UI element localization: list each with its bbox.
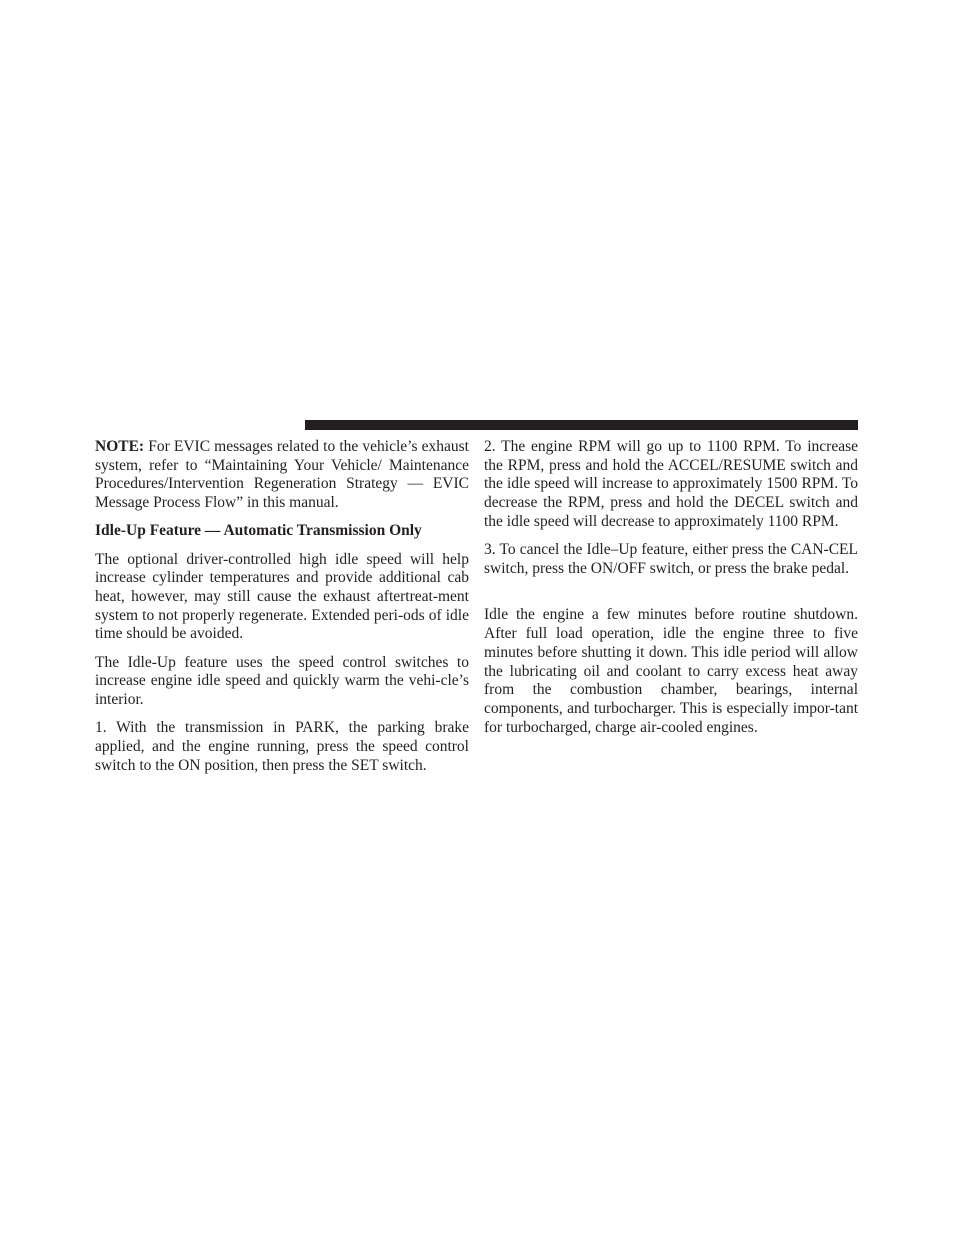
note-text: For EVIC messages related to the vehicle’s exhaust system, refer to “Maintaining Your Vehicle/ Maintenance Procedures/Intervention Regeneration Strategy — EVIC Message Process Flow” in this manual. bbox=[95, 438, 469, 512]
note-paragraph bbox=[95, 438, 469, 513]
note-label: NOTE: bbox=[95, 438, 145, 455]
right-column bbox=[484, 438, 858, 747]
left-column bbox=[95, 438, 469, 785]
section-header-bar bbox=[305, 420, 858, 430]
paragraph-shutdown: Idle the engine a few minutes before routine shutdown. After full load operation, idle the engine three to five minutes before shutting it down. This idle period will allow the lubricating oil and coolant to carry excess heat away from the combustion chamber, bearings, internal components, and turbocharger. This is especially impor-tant for turbocharged, charge air-cooled engines. bbox=[484, 606, 858, 736]
step-1: 1. With the transmission in PARK, the parking brake applied, and the engine running, press the speed control switch to the ON position, then press the SET switch. bbox=[95, 719, 469, 774]
section-heading: Idle-Up Feature — Automatic Transmission Only bbox=[95, 522, 422, 540]
paragraph-idle-up-switches: The Idle-Up feature uses the speed control switches to increase engine idle speed and quickly warm the vehi-cle’s interior. bbox=[95, 653, 469, 708]
step-2: 2. The engine RPM will go up to 1100 RPM. To increase the RPM, press and hold the ACCEL/RESUME switch and the idle speed will increase to approximately 1500 RPM. To decrease the RPM, press and hold the DECEL switch and the idle speed will decrease to approximately 1100 RPM. bbox=[484, 438, 858, 530]
paragraph-idle-up-intro: The optional driver-controlled high idle speed will help increase cylinder temperatures and provide additional cab heat, however, may still cause the exhaust aftertreat-ment system to not properly regenerate. Extended peri-ods of idle time should be avoided. bbox=[95, 550, 469, 643]
step-3: 3. To cancel the Idle–Up feature, either press the CAN-CEL switch, press the ON/OFF switch, or press the brake pedal. bbox=[484, 541, 858, 577]
